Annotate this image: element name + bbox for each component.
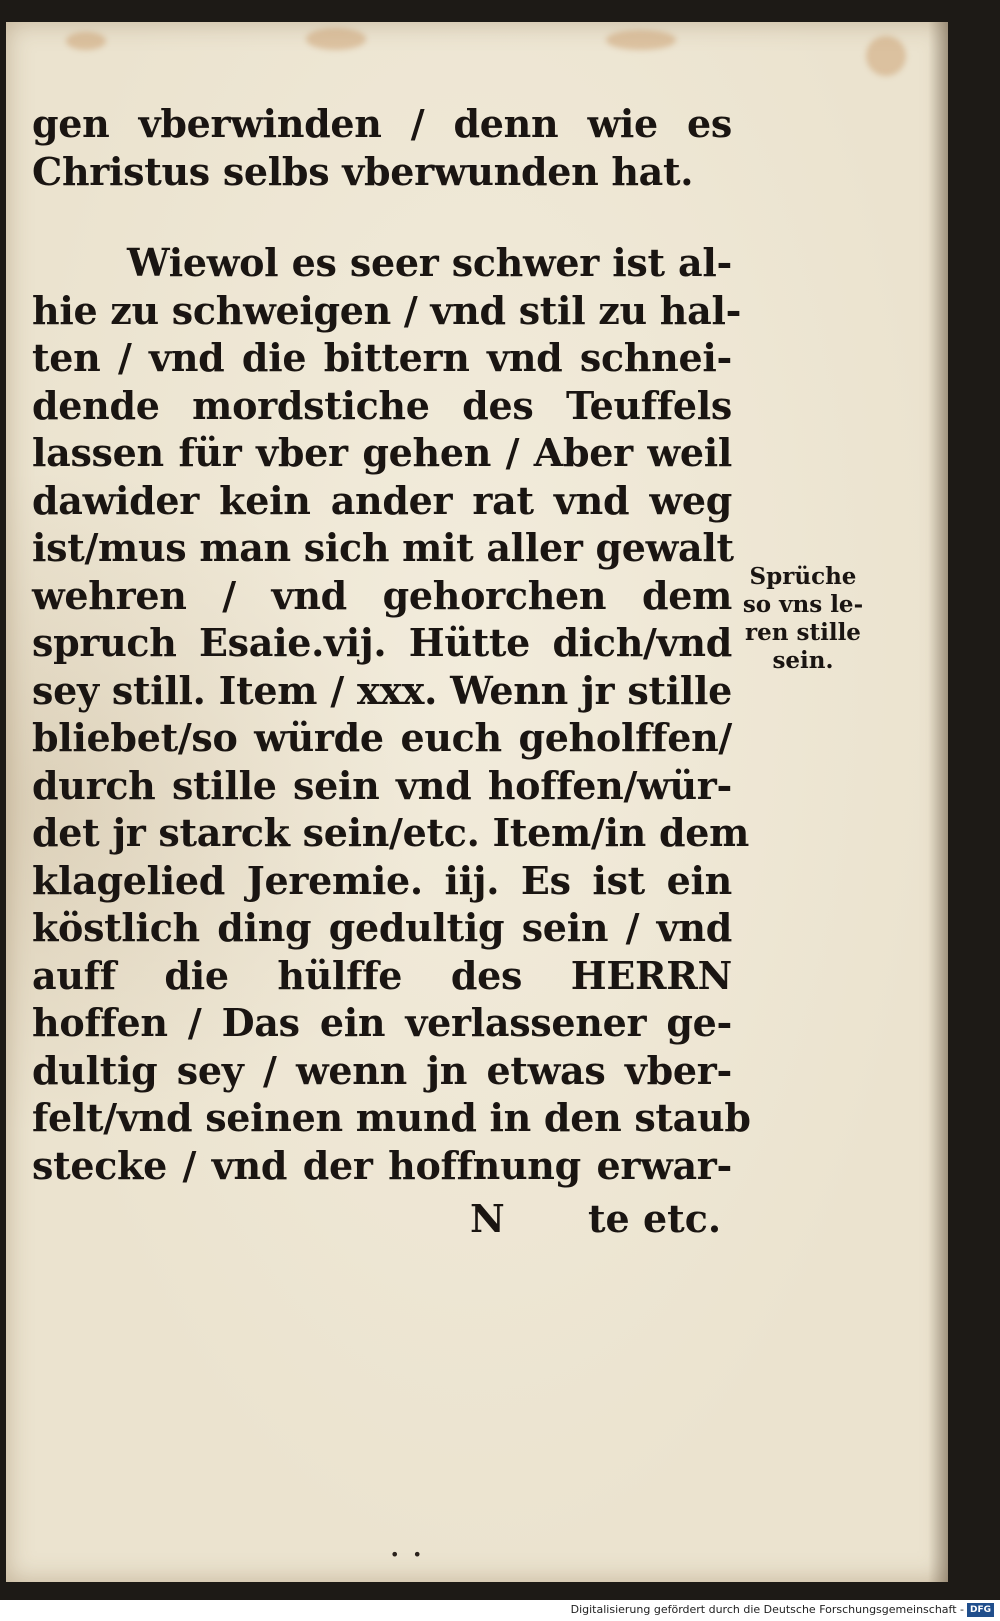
text-line: spruch Esaie.vij. Hütte dich/vnd (32, 620, 732, 665)
text-line: durch stille sein vnd hoffen/wür- (32, 762, 732, 808)
footer-bar (0, 1600, 1000, 1621)
text-line: gen vberwinden / denn wie es (32, 101, 732, 146)
text-line: bliebet/so würde euch geholffen/ (32, 715, 732, 760)
margin-note-line: Sprüche (749, 563, 857, 590)
catchword: te etc. (588, 1196, 722, 1241)
foxing-stain (306, 28, 366, 50)
text-line: sey still. Item / xxx. Wenn jr stille (32, 667, 732, 713)
signature-mark: N (470, 1196, 505, 1241)
text-line: klagelied Jeremie. iij. Es ist ein (32, 857, 732, 903)
text-line: Christus selbs vberwunden hat. (32, 148, 694, 194)
text-line: hie zu schweigen / vnd stil zu hal- (32, 287, 742, 333)
text-line: stecke / vnd der hoffnung erwar- (32, 1142, 732, 1188)
dfg-logo: DFG (967, 1603, 994, 1617)
text-line: wehren / vnd gehorchen dem (32, 572, 732, 618)
foxing-stain (866, 36, 906, 76)
margin-note-line: so vns le- (742, 591, 864, 618)
body-text (32, 100, 751, 1189)
margin-note-line: sein. (772, 647, 834, 674)
text-line: hoffen / Das ein verlassener ge- (32, 1000, 732, 1045)
text-line: ten / vnd die bittern vnd schnei- (32, 335, 732, 380)
page-dots: • • (390, 1545, 426, 1564)
funding-credit: Digitalisierung gefördert durch die Deutsche Forschungsgemeinschaft - (570, 1603, 964, 1616)
text-line: det jr starck sein/etc. Item/in dem (32, 810, 749, 855)
text-line: felt/vnd seinen mund in den staub (32, 1095, 751, 1140)
text-line: lassen für vber gehen / Aber weil (32, 430, 732, 475)
foxing-stain (606, 30, 676, 50)
text-line: ist/mus man sich mit aller gewalt (32, 525, 734, 570)
text-line: dawider kein ander rat vnd weg (32, 477, 732, 523)
margin-note (728, 563, 878, 675)
margin-note-line: ren stille (745, 619, 861, 646)
page-edge-shadow (928, 22, 948, 1582)
text-line: dultig sey / wenn jn etwas vber- (32, 1047, 732, 1093)
signature-catchword-line (470, 1195, 732, 1243)
text-line: auff die hülffe des HERRN (32, 952, 732, 998)
text-line: Wiewol es seer schwer ist al- (127, 240, 732, 285)
paragraph-gap (32, 195, 732, 239)
text-line: dende mordstiche des Teuffels (32, 382, 732, 428)
foxing-stain (66, 32, 106, 50)
text-line: köstlich ding gedultig sein / vnd (32, 905, 732, 950)
